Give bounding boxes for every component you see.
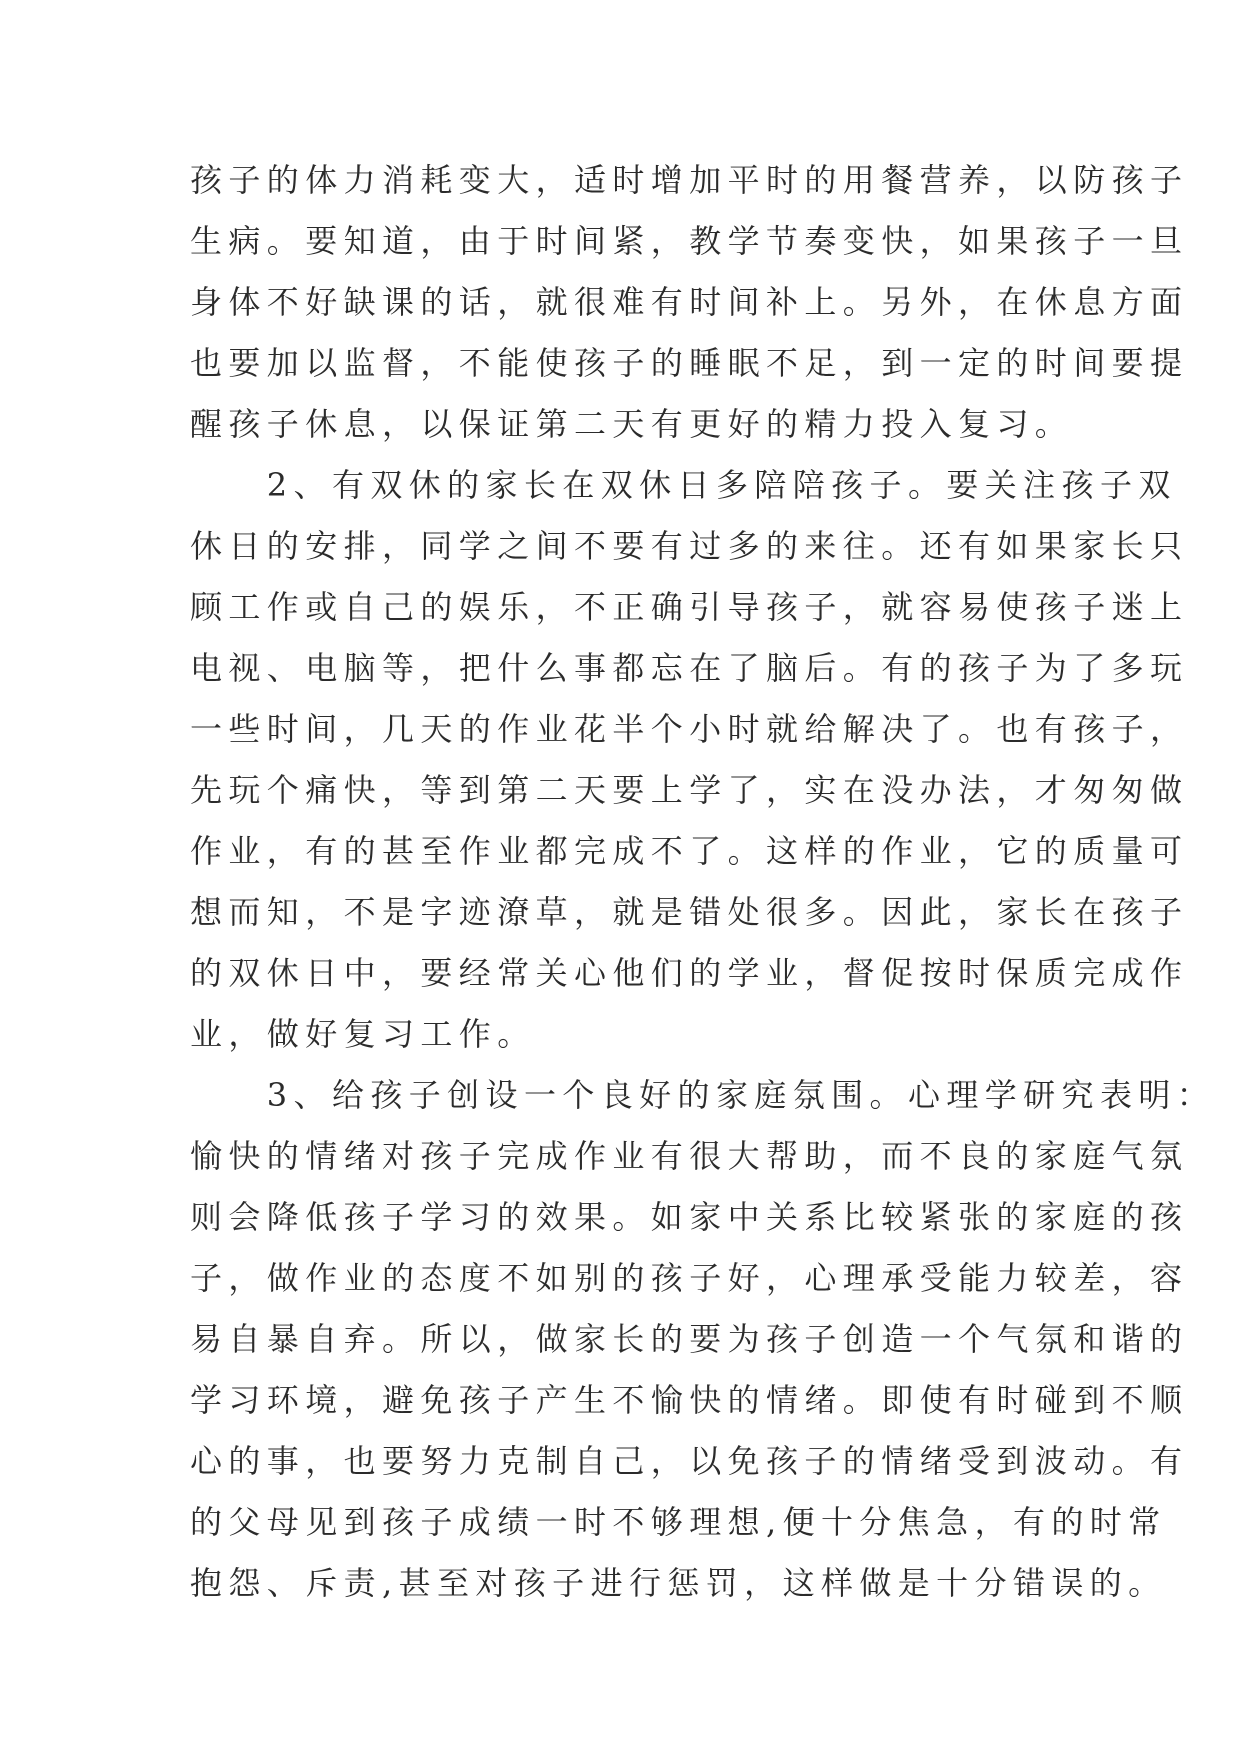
text-line: 一些时间，几天的作业花半个小时就给解决了。也有孩子， bbox=[190, 710, 1189, 748]
text-line: 业，做好复习工作。 bbox=[190, 1015, 536, 1053]
text-line: 作业，有的甚至作业都完成不了。这样的作业，它的质量可 bbox=[190, 832, 1189, 870]
text-line: 则会降低孩子学习的效果。如家中关系比较紧张的家庭的孩 bbox=[190, 1198, 1189, 1236]
text-line: 心的事，也要努力克制自己，以免孩子的情绪受到波动。有 bbox=[190, 1442, 1189, 1480]
text-line: 孩子的体力消耗变大，适时增加平时的用餐营养，以防孩子 bbox=[190, 161, 1189, 199]
text-line: 愉快的情绪对孩子完成作业有很大帮助，而不良的家庭气氛 bbox=[190, 1137, 1189, 1175]
text-line: 3、给孩子创设一个良好的家庭氛围。心理学研究表明： bbox=[190, 1076, 1216, 1114]
body-text bbox=[190, 160, 1216, 1624]
text-line: 生病。要知道，由于时间紧，教学节奏变快，如果孩子一旦 bbox=[190, 222, 1189, 260]
text-line: 学习环境，避免孩子产生不愉快的情绪。即使有时碰到不顺 bbox=[190, 1381, 1189, 1419]
text-line: 休日的安排，同学之间不要有过多的来往。还有如果家长只 bbox=[190, 527, 1189, 565]
text-line: 的父母见到孩子成绩一时不够理想,便十分焦急，有的时常 bbox=[190, 1503, 1167, 1541]
text-line: 抱怨、斥责,甚至对孩子进行惩罚，这样做是十分错误的。 bbox=[190, 1564, 1167, 1602]
text-line: 的双休日中，要经常关心他们的学业，督促按时保质完成作 bbox=[190, 954, 1189, 992]
text-line: 也要加以监督，不能使孩子的睡眠不足，到一定的时间要提 bbox=[190, 344, 1189, 382]
text-line: 身体不好缺课的话，就很难有时间补上。另外，在休息方面 bbox=[190, 283, 1189, 321]
text-line: 子，做作业的态度不如别的孩子好，心理承受能力较差，容 bbox=[190, 1259, 1189, 1297]
text-line: 电视、电脑等，把什么事都忘在了脑后。有的孩子为了多玩 bbox=[190, 649, 1189, 687]
text-line: 想而知，不是字迹潦草，就是错处很多。因此，家长在孩子 bbox=[190, 893, 1189, 931]
text-line: 2、有双休的家长在双休日多陪陪孩子。要关注孩子双 bbox=[190, 466, 1177, 504]
text-line: 顾工作或自己的娱乐，不正确引导孩子，就容易使孩子迷上 bbox=[190, 588, 1189, 626]
text-line: 易自暴自弃。所以，做家长的要为孩子创造一个气氛和谐的 bbox=[190, 1320, 1189, 1358]
text-line: 先玩个痛快，等到第二天要上学了，实在没办法，才匆匆做 bbox=[190, 771, 1189, 809]
text-line: 醒孩子休息，以保证第二天有更好的精力投入复习。 bbox=[190, 405, 1074, 443]
